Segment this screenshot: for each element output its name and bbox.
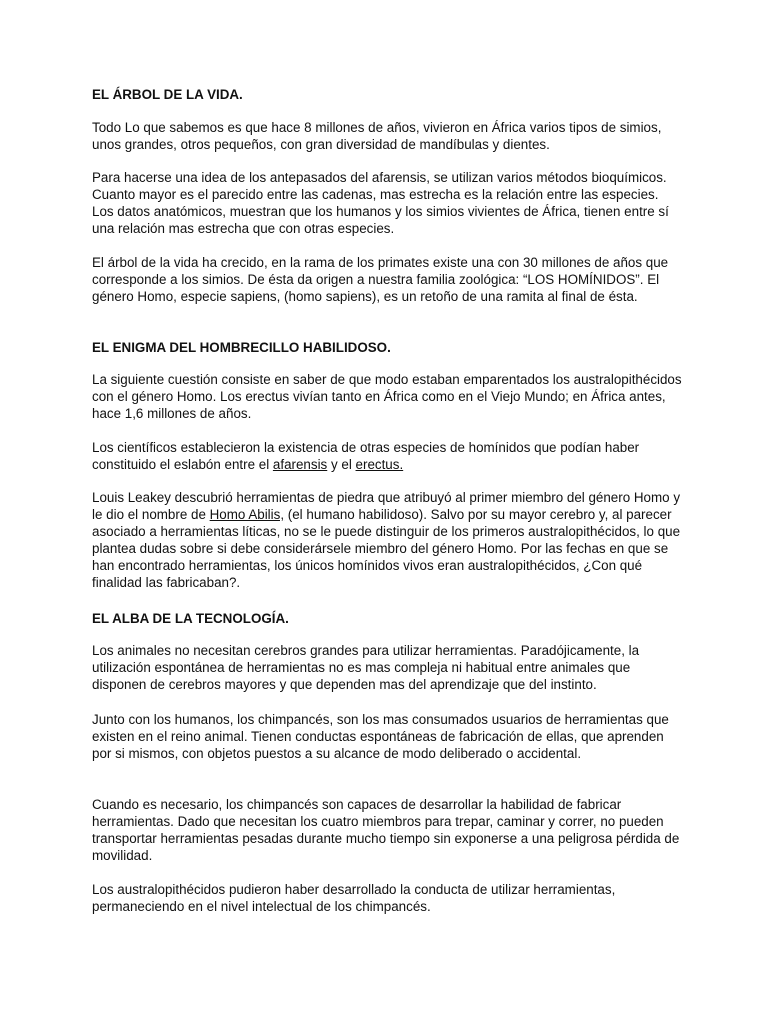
- paragraph-6-text-a: Louis Leakey descubrió herramientas de piedra que atribuyó al primer miembro del género Homo y le dio el nombre de: [92, 490, 681, 522]
- paragraph-9: Cuando es necesario, los chimpancés son capaces de desarrollar la habilidad de fabricar herramientas. Dado que necesitan los cuatro miembros para trepar, caminar y correr, no pueden transportar herramientas pesadas durante mucho tiempo sin exponerse a una peligrosa pérdida de movilidad.: [92, 797, 680, 863]
- paragraph-6-text-b: (el humano habilidoso). Salvo por su mayor cerebro y, al parecer asociado a herramientas líticas, no se le puede distinguir de los primeros australopithécidos, lo que plantea dudas sobre si debe considerársele miembro del género Homo. Por las fechas en que se han encontrado herramientas, los únicos homínidos vivos eran australopithécidos, ¿Con qué finalidad las fabricaban?.: [92, 507, 681, 590]
- paragraph-2: Para hacerse una idea de los antepasados del afarensis, se utilizan varios métodos bioquímicos. Cuanto mayor es el parecido entre las cadenas, mas estrecha es la relación entre las especies. Los datos anatómicos, muestran que los humanos y los simios vivientes de África, tienen entre sí una relación mas estrecha que con otras especies.: [92, 170, 669, 236]
- paragraph-10: Los australopithécidos pudieron haber desarrollado la conducta de utilizar herramientas, permaneciendo en el nivel intelectual de los chimpancés.: [92, 882, 616, 914]
- paragraph-4: La siguiente cuestión consiste en saber de que modo estaban emparentados los australopithécidos con el género Homo. Los erectus vivían tanto en África como en el Viejo Mundo; en África antes, hace 1,6 millones de años.: [92, 372, 682, 421]
- paragraph-3: El árbol de la vida ha crecido, en la rama de los primates existe una con 30 millones de años que corresponde a los simios. De ésta da origen a nuestra familia zoológica: “LOS HOMÍNIDOS”. El género Homo, especie sapiens, (homo sapiens), es un retoño de una ramita al final de ésta.: [92, 255, 669, 304]
- heading-arbol-de-la-vida: EL ÁRBOL DE LA VIDA.: [92, 87, 243, 102]
- paragraph-5-text-a: Los científicos establecieron la existencia de otras especies de homínidos que podían haber constituido el eslabón entre el: [92, 440, 640, 472]
- paragraph-7: Los animales no necesitan cerebros grandes para utilizar herramientas. Paradójicamente, la utilización espontánea de herramientas no es mas compleja ni habitual entre animales que disponen de cerebros mayores y que dependen mas del aprendizaje que del instinto.: [92, 643, 640, 692]
- paragraph-1: Todo Lo que sabemos es que hace 8 millones de años, vivieron en África varios tipos de simios, unos grandes, otros pequeños, con gran diversidad de mandíbulas y dientes.: [92, 120, 662, 152]
- heading-enigma-hombrecillo: EL ENIGMA DEL HOMBRECILLO HABILIDOSO.: [92, 340, 391, 355]
- paragraph-8: Junto con los humanos, los chimpancés, son los mas consumados usuarios de herramientas que existen en el reino animal. Tienen conductas espontáneas de fabricación de ellas, que aprenden por si mismos, con objetos puestos a su alcance de modo deliberado o accidental.: [92, 712, 669, 761]
- link-homo-abilis[interactable]: Homo Abilis,: [209, 507, 285, 522]
- link-afarensis[interactable]: afarensis: [272, 457, 328, 472]
- heading-alba-tecnologia: EL ALBA DE LA TECNOLOGÍA.: [92, 611, 289, 626]
- paragraph-6: [92, 489, 682, 591]
- link-erectus[interactable]: erectus.: [355, 457, 404, 472]
- paragraph-5: [92, 439, 682, 473]
- paragraph-5-text-b: y el: [327, 457, 356, 472]
